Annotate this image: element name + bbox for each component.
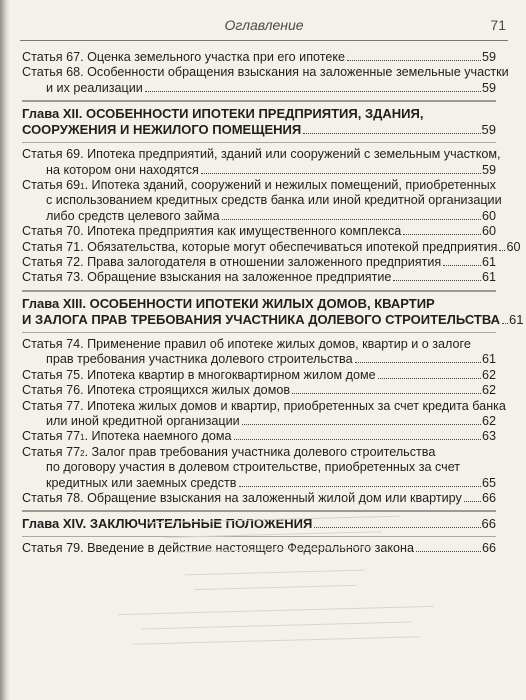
toc-entry-text: Статья 77 <box>22 444 81 459</box>
toc-entry-text: Статья 68. Особенности обращения взыскания на заложенные земельные участки <box>22 65 509 80</box>
toc-page-number: 63 <box>481 429 496 444</box>
toc-page-number: 59 <box>481 162 496 177</box>
toc-entry <box>22 337 496 368</box>
toc-page-number: 61 <box>481 270 496 285</box>
toc-page-number: 65 <box>481 475 496 490</box>
toc-entry-text: Статья 77. Ипотека жилых домов и квартир, приобретенных за счет кредита банка <box>22 398 506 413</box>
toc-entry-text-rest: . Залог прав требования участника долевого строительства <box>84 444 436 459</box>
dot-leader <box>222 219 481 220</box>
toc-page-number: 59 <box>481 50 496 64</box>
toc-entry-text: Статья 79. Введение в действие настоящего Федерального закона <box>22 541 414 556</box>
page-title: Оглавление <box>224 17 304 33</box>
toc-entry <box>22 65 509 96</box>
toc-entry: Статья 69 1 . Ипотека зданий, сооружений и нежилых помещений, приобретенных с использованием кредитных средств банка или иной кредитной организации либо средств целевого займа 60 <box>22 178 502 223</box>
toc-entry-text: Статья 77 <box>22 429 81 444</box>
toc-entry-text: либо средств целевого займа <box>46 208 220 223</box>
toc-entry <box>22 270 496 285</box>
toc-entry-text: или иной кредитной организации <box>46 413 240 428</box>
toc-entry-text: Глава XIV. ЗАКЛЮЧИТЕЛЬНЫЕ ПОЛОЖЕНИЯ <box>22 516 313 532</box>
toc-entry: Статья 77 1 . Ипотека наемного дома 63 <box>22 429 496 444</box>
toc-entry-text: Статья 72. Права залогодателя в отношении заложенного предприятия <box>22 255 442 270</box>
toc-entry-text: и их реализации <box>46 80 143 95</box>
toc-page-number: 60 <box>481 224 496 239</box>
toc-page-number: 59 <box>481 122 496 138</box>
toc-page-number: 62 <box>481 383 496 398</box>
toc-chapter <box>22 295 524 328</box>
toc-entry <box>22 50 496 65</box>
dot-leader <box>347 60 481 61</box>
toc-entry <box>22 224 496 239</box>
toc-entry-text: Статья 70. Ипотека предприятия как имущественного комплекса <box>22 224 402 239</box>
dot-leader <box>464 501 481 502</box>
toc-entry <box>22 491 496 506</box>
toc-entry-text: Глава XII. ОСОБЕННОСТИ ИПОТЕКИ ПРЕДПРИЯТИЯ, ЗДАНИЯ, <box>22 106 424 122</box>
book-spine-shadow <box>0 0 10 700</box>
toc-page-number: 60 <box>506 239 521 254</box>
toc-entry: Статья 77 2 . Залог прав требования участника долевого строительства по договору участия в долевом строительстве, приобретенных за счет кредитных или заемных средств 65 <box>22 444 496 490</box>
dot-leader <box>239 486 481 487</box>
toc-page-number: 62 <box>481 413 496 428</box>
section-divider <box>22 332 496 333</box>
dot-leader <box>393 280 481 281</box>
toc-entry <box>22 383 496 398</box>
toc-entry <box>22 368 496 383</box>
toc-entry-text: И ЗАЛОГА ПРАВ ТРЕБОВАНИЯ УЧАСТНИКА ДОЛЕВОГО СТРОИТЕЛЬСТВА <box>22 311 500 327</box>
dot-leader <box>355 362 481 363</box>
toc-entry <box>22 239 521 255</box>
dot-leader <box>292 393 481 394</box>
dot-leader <box>303 133 480 134</box>
section-divider <box>22 100 496 102</box>
section-divider <box>22 290 496 292</box>
toc-entry-text: на котором они находятся <box>46 162 199 177</box>
toc-entry-text: Статья 75. Ипотека квартир в многоквартирном жилом доме <box>22 367 376 382</box>
dot-leader <box>234 439 481 440</box>
toc-page-number: 62 <box>481 367 496 382</box>
bleed-through-text <box>93 505 456 651</box>
toc-entry-text: Статья 73. Обращение взыскания на заложенное предприятие <box>22 270 392 285</box>
toc-entry <box>22 255 496 270</box>
toc-entry-text: Статья 76. Ипотека строящихся жилых домов <box>22 383 291 398</box>
dot-leader <box>242 424 481 425</box>
toc-entry-text-rest: . Ипотека наемного дома <box>84 429 232 444</box>
dot-leader <box>502 323 508 324</box>
toc-page-number: 59 <box>481 80 496 95</box>
toc-entry-text: прав требования участника долевого строительства <box>46 352 353 367</box>
toc-entry <box>22 147 501 178</box>
toc-entry-text: Статья 67. Оценка земельного участка при его ипотеке <box>22 50 346 64</box>
dot-leader <box>403 234 481 235</box>
toc-entry-text-rest: . Ипотека зданий, сооружений и нежилых помещений, приобретенных <box>84 178 496 193</box>
toc-entry-text: Статья 78. Обращение взыскания на заложенный жилой дом или квартиру <box>22 490 462 505</box>
page-number: 71 <box>490 17 506 33</box>
toc-entry-text: СООРУЖЕНИЯ И НЕЖИЛОГО ПОМЕЩЕНИЯ <box>22 122 302 138</box>
page-header <box>20 14 508 41</box>
toc-entry-text: Статья 69. Ипотека предприятий, зданий или сооружений с земельным участком, <box>22 147 501 162</box>
dot-leader <box>378 378 481 379</box>
toc-entry-text: с использованием кредитных средств банка или иной кредитной организации <box>46 193 502 208</box>
toc-page-number: 66 <box>481 541 496 556</box>
toc-entry-text: Статья 71. Обязательства, которые могут обеспечиваться ипотекой предприятия <box>22 239 498 254</box>
toc-entry-text: кредитных или заемных средств <box>46 475 237 490</box>
dot-leader <box>443 265 481 266</box>
toc-entry <box>22 398 506 430</box>
toc-page-number: 61 <box>481 255 496 270</box>
dot-leader <box>201 173 481 174</box>
toc-page-number: 66 <box>481 516 496 532</box>
toc-page-number: 61 <box>481 352 496 367</box>
toc-page-number: 61 <box>509 311 524 327</box>
toc-page-number: 60 <box>481 208 496 223</box>
toc-entry-text: Статья 69 <box>22 178 81 193</box>
toc-entry-text: Статья 74. Применение правил об ипотеке жилых домов, квартир и о залоге <box>22 336 471 351</box>
table-of-contents <box>22 50 524 557</box>
dot-leader <box>145 91 481 92</box>
toc-page-number: 66 <box>481 490 496 505</box>
section-divider <box>22 142 496 143</box>
dot-leader <box>499 250 505 251</box>
toc-entry-text: по договору участия в долевом строительстве, приобретенных за счет <box>46 460 461 475</box>
toc-chapter <box>22 106 496 138</box>
toc-entry-text: Глава XIII. ОСОБЕННОСТИ ИПОТЕКИ ЖИЛЫХ ДОМОВ, КВАРТИР <box>22 295 435 311</box>
